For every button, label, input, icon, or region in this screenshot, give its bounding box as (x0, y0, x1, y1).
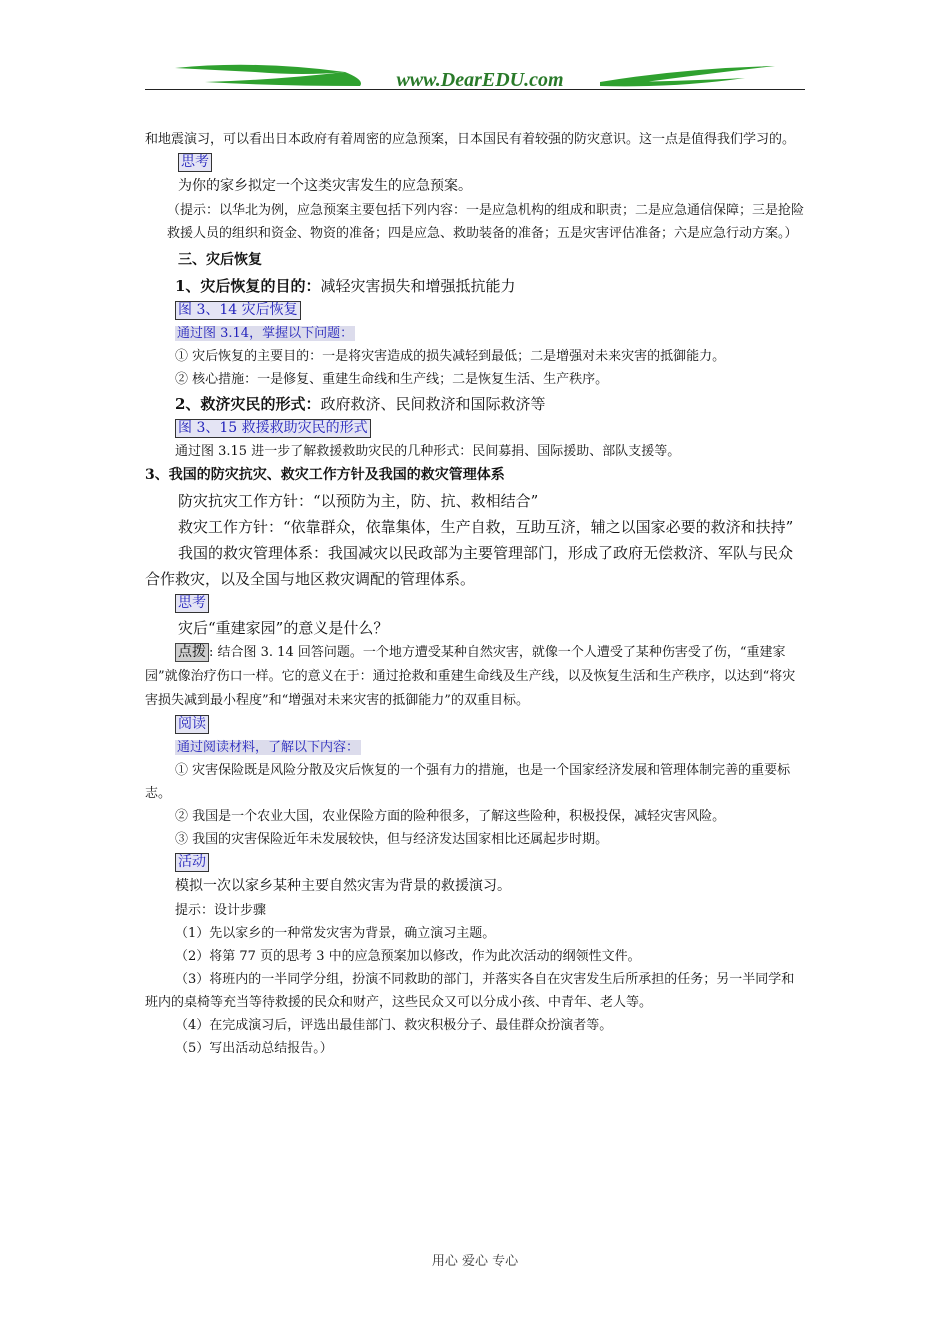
highlight-text: 通过图 3.14，掌握以下问题： (177, 326, 354, 341)
paragraph: 为你的家乡拟定一个这类灾害发生的应急预案。 (178, 178, 472, 194)
page-footer: 用心 爱心 专心 (431, 1254, 519, 1269)
figure-tag-line (145, 299, 807, 322)
header-rule (145, 89, 805, 90)
read-tag-line (145, 713, 807, 736)
list-item: ② 我国是一个农业大国，农业保险方面的险种很多，了解这些险种，积极投保，减轻灾害风险。 (175, 809, 726, 824)
figure-tag-line (145, 417, 807, 440)
logo-swoosh-left (175, 65, 345, 74)
subheading (145, 391, 807, 417)
paragraph: 通过图 3.15 进一步了解救援救助灾民的几种形式：民间募捐、国际援助、部队支援等。 (175, 444, 681, 459)
paragraph: 模拟一次以家乡某种主要自然灾害为背景的救援演习。 (175, 878, 511, 894)
step-item: （2）将第 77 页的思考 3 中的应急预案加以修改，作为此次活动的纲领性文件。 (175, 949, 641, 964)
think-tag-line (145, 151, 807, 174)
highlight-text: 通过阅读材料，了解以下内容： (177, 740, 360, 755)
section-heading: 3、我国的防灾抗灾、救灾工作方针及我国的救灾管理体系 (145, 467, 505, 483)
paragraph: 灾后“重建家园”的意义是什么？ (178, 619, 389, 637)
paragraph: 防灾抗灾工作方针：“以预防为主，防、抗、救相结合” (178, 492, 539, 510)
step-item: （3）将班内的一半同学分组，扮演不同救助的部门，并落实各自在灾害发生后所承担的任务；另一半同学和班内的桌椅等充当等待救援的民众和财产，这些民众又可以分成小孩、中青年、老人等。 (145, 972, 795, 1010)
subheading-text: 减轻灾害损失和增强抵抗能力 (320, 277, 516, 295)
logo-swoosh-right (600, 66, 775, 82)
logo-swoosh-left-tail (205, 72, 361, 86)
step-item: （1）先以家乡的一种常发灾害为背景，确立演习主题。 (175, 926, 496, 941)
subheading-label: 2、救济灾民的形式： (175, 395, 321, 413)
tag-hint: 点拨 (175, 643, 209, 662)
subheading-label: 1、灾后恢复的目的： (175, 277, 321, 295)
tag-think: 思考 (175, 594, 209, 613)
think-tag-line (145, 592, 807, 615)
step-item: （5）写出活动总结报告。） (175, 1041, 333, 1056)
hint-paragraph (145, 199, 807, 245)
site-logo-text: www.DearEDU.com (396, 69, 564, 91)
activity-tag-line (145, 851, 807, 874)
hint-paragraph (145, 641, 807, 713)
tag-activity: 活动 (175, 853, 209, 872)
tag-think: 思考 (178, 153, 212, 172)
paragraph: 救灾工作方针：“依靠群众，依靠集体，生产自救，互助互济，辅之以国家必要的救济和扶持” (178, 518, 794, 536)
step-item: （4）在完成演习后，评选出最佳部门、救灾积极分子、最佳群众扮演者等。 (175, 1018, 613, 1033)
subheading-text: 政府救济、民间救济和国际救济等 (320, 395, 546, 413)
hint-text: （提示：以华北为例，应急预案主要包括下列内容：一是应急机构的组成和职责；二是应急通信保障；三是抢险救援人员的组织和资金、物资的准备；四是应急、救助装备的准备；五是灾害评估准备；六是应急行动方案。） (167, 203, 805, 241)
hint-text: : 结合图 3. 14 回答问题。一个地方遭受某种自然灾害，就像一个人遭受了某种伤害受了伤，“重建家园”就像治疗伤口一样。它的意义在于：通过抢救和重建生命线及生产线，以及恢复生活和生产秩序，以达到“将灾害损失减到最小程度”和“增强对未来灾害的抵御能力”的双重目标。 (145, 645, 796, 708)
tag-figure-3-15: 图 3、15 救援救助灾民的形式 (175, 419, 371, 438)
document-body (145, 128, 807, 1060)
paragraph: 和地震演习，可以看出日本政府有着周密的应急预案，日本国民有着较强的防灾意识。这一点是值得我们学习的。 (145, 132, 796, 147)
subheading (145, 273, 807, 299)
list-item: ① 灾害保险既是风险分散及灾后恢复的一个强有力的措施，也是一个国家经济发展和管理体制完善的重要标志。 (145, 763, 791, 801)
paragraph: 提示：设计步骤 (175, 903, 267, 918)
highlight-line (145, 736, 807, 759)
tag-figure-3-14: 图 3、14 灾后恢复 (175, 301, 301, 320)
list-item: ① 灾后恢复的主要目的：一是将灾害造成的损失减轻到最低；二是增强对未来灾害的抵御能力。 (175, 349, 726, 364)
list-item: ② 核心措施：一是修复、重建生命线和生产线；二是恢复生活、生产秩序。 (175, 372, 609, 387)
section-heading: 三、灾后恢复 (178, 252, 262, 268)
paragraph: 我国的救灾管理体系：我国减灾以民政部为主要管理部门，形成了政府无偿救济、军队与民众合作救灾，以及全国与地区救灾调配的管理体系。 (145, 544, 794, 588)
highlight-line (145, 322, 807, 345)
tag-read: 阅读 (175, 715, 209, 734)
list-item: ③ 我国的灾害保险近年未发展较快，但与经济发达国家相比还属起步时期。 (175, 832, 609, 847)
